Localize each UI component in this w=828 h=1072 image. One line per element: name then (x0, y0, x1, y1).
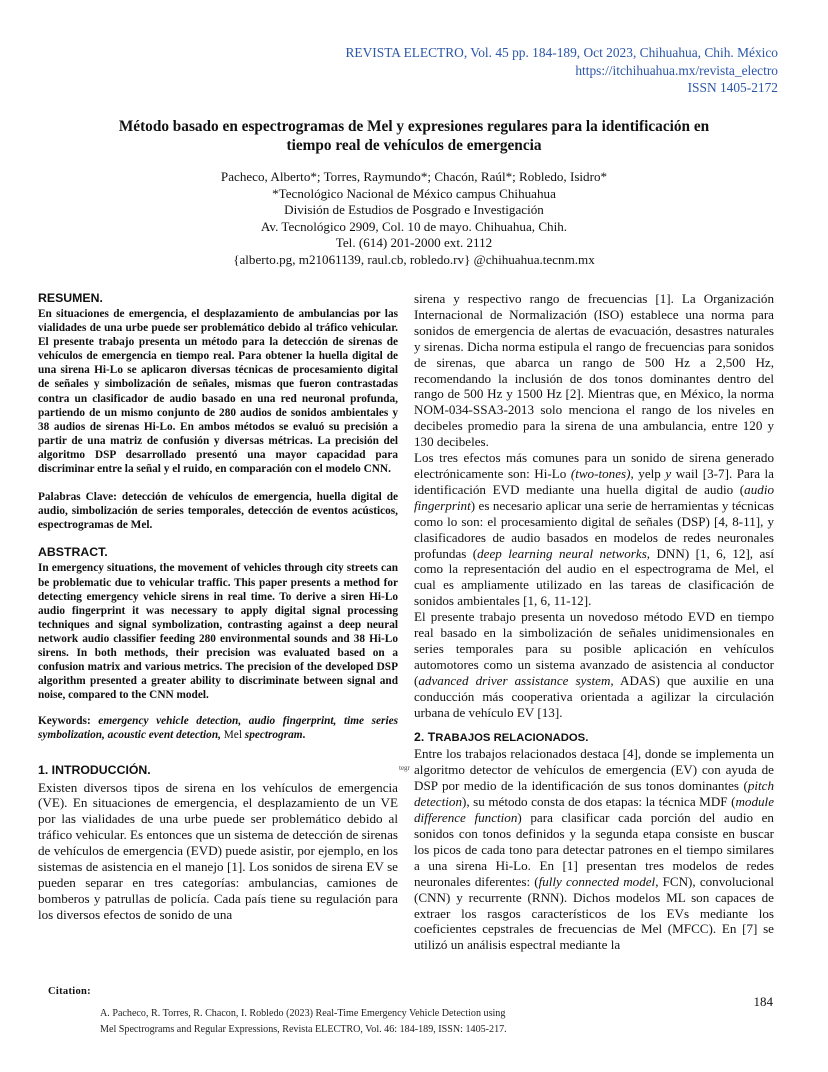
author-block (90, 169, 738, 268)
journal-url-link[interactable]: https://itchihuahua.mx/revista_electro (575, 62, 778, 78)
text-run: yelp (633, 465, 666, 481)
left-column (38, 291, 398, 923)
citation-line-2: Mel Spectrograms and Regular Expressions, Revista ELECTRO, Vol. 46: 184-189, ISSN: 1405-217. (100, 1023, 507, 1035)
text-run-italic: advanced driver assistance system (418, 672, 611, 688)
journal-reference: REVISTA ELECTRO, Vol. 45 pp. 184-189, Oct 2023, Chihuahua, Chih. México (345, 45, 778, 60)
text-run: El presente trabajo presenta un novedoso método EVD en tiempo real basado en la simbolización de señales unidimensionales en series temporales para su posible aplicación en vehículos automotores como un sistema avanzado de asistencia al conductor ( (414, 609, 774, 688)
paper-title (70, 117, 758, 155)
text-run: DNN) [1, 6, 12], así como la representación del audio en el espectrograma de Mel, el cual es ampliamente utilizado en las tareas de clasificación de sonidos ambientales [1, 6, 11-12]. (414, 545, 775, 609)
introduccion-paragraph-1-continued: sirena y respectivo rango de frecuencias [1]. La Organización Internacional de Normalización (ISO) establece una norma para sonidos de emergencia de alertas de evacuación, desastres naturales y sirenas. Dicha norma estipula el rango de frecuencias para sonidos de sirenas, que abarca un rango de 500 Hz a 2,500 Hz, recomendando la inclusión de dos tonos dominantes dentro del rango de 500 Hz y 1500 Hz [2]. Mientras que, en México, la norma NOM-034-SSA3-2013 solo menciona el rango de los niveles en decibeles promedio para la sirena de una ambulancia, entre 120 y 130 decibeles. (414, 291, 774, 450)
resumen-heading: RESUMEN. (38, 291, 103, 305)
text-run-italic: (two-tones), (570, 465, 634, 481)
introduccion-paragraph-2 (414, 450, 774, 609)
trabajos-heading-number: 2. (414, 730, 428, 745)
text-run-italic: deep learning neural networks, (477, 545, 651, 561)
keywords-terms: emergency vehicle detection, audio fingerprint, time series symbolization, acoustic event detection, (38, 715, 398, 742)
author-emails: {alberto.pg, m21061139, raul.cb, robledo.rv} @chihuahua.tecnm.mx (233, 251, 595, 267)
keywords-mel: Mel (223, 729, 245, 742)
introduccion-heading: 1. INTRODUCCIÓN. (38, 762, 151, 777)
trabajos-heading (414, 730, 774, 746)
page-number: 184 (753, 994, 773, 1009)
author-division: División de Estudios de Posgrado e Investigación (284, 202, 544, 217)
text-run-italic: y (665, 465, 672, 481)
introduccion-paragraph-1: Existen diversos tipos de sirena en los vehículos de emergencia (VE). En situaciones de emergencia, el desplazamiento de un VE por las vialidades de una urbe puede ser problemático debido al tráfico vehicular. Es entonces que un sistema de detección de sirenas de vehículos de emergencia (EVD) puede asistir, por ejemplo, en los sistemas de asistencia en el manejo [1]. Los sonidos de sirena EV se pueden separar en tres categorías: ambulancias, camiones de bomberos y patrullas de policía. Cada país tiene su regulación para los diversos efectos de sonido de una (38, 779, 398, 922)
journal-issn: ISSN 1405-2172 (687, 80, 778, 96)
text-run-italic: audio fingerprint (414, 481, 774, 513)
trabajos-paragraph (414, 746, 774, 953)
author-affiliation: *Tecnológico Nacional de México campus Chihuahua (272, 185, 556, 201)
introduccion-paragraph-3 (414, 609, 774, 720)
citation-text (100, 1006, 620, 1037)
author-phone: Tel. (614) 201-2000 ext. 2112 (335, 235, 493, 250)
margin-annotation: tegr (399, 764, 410, 772)
text-run-italic: fully connected model (538, 873, 656, 889)
keywords-end: . (302, 729, 306, 742)
keywords (38, 714, 398, 742)
text-run-italic: module difference function (414, 794, 774, 826)
palabras-clave: Palabras Clave: detección de vehículos de emergencia, huella digital de audio, simbolización de series temporales, detección de eventos acústicos, espectrogramas de Mel. (38, 491, 398, 532)
text-run: , FCN), convolucional (CNN) y recurrente (RNN). Dichos modelos ML son capaces de extraer los rasgos característicos de los EVs mediante los coeficientes cepstrales de frecuencias de Mel (MFCC). En [7] se utilizó un análisis espectral mediante la (414, 873, 774, 953)
paper-title-line-1: Método basado en espectrogramas de Mel y expresiones regulares para la identificación en (118, 118, 710, 135)
text-run: ) es necesario aplicar una serie de herramientas y técnicas como lo son: el procesamiento digital de señales (DSP) [4, 8-11], y clasificadores de audio basados en modelos de redes neuronales profundas ( (414, 497, 774, 561)
abstract-heading: ABSTRACT. (38, 545, 108, 560)
author-names: Pacheco, Alberto*; Torres, Raymundo*; Chacón, Raúl*; Robledo, Isidro* (220, 169, 608, 184)
paper-title-line-2: tiempo real de vehículos de emergencia (286, 137, 542, 154)
text-run: Entre los trabajos relacionados destaca [4], donde se implementa un algoritmo detector de vehículos de emergencia (EV) con ayuda de DSP por medio de la identificación de sus tonos dominantes ( (414, 746, 774, 794)
author-address: Av. Tecnológico 2909, Col. 10 de mayo. Chihuahua, Chih. (260, 218, 568, 234)
journal-header (346, 44, 779, 97)
resumen-body: En situaciones de emergencia, el desplazamiento de ambulancias por las vialidades de una urbe puede ser problemático debido al tráfico vehicular. El presente trabajo presenta un método para la detección de sirenas de vehículos de emergencia en tiempo real. Para obtener la huella digital de una sirena Hi-Lo se aplicaron diversas técnicas de procesamiento digital de señales y simbolización de señales, mismas que fueron contrastadas contra un clasificador de audio basado en una red neuronal profunda, partiendo de un mismo conjunto de 280 audios de sonidos ambientales y 38 audios de sirenas Hi-Lo. En ambos métodos se evaluó su precisión a partir de una matriz de confusión y diversas métricas. La precisión del algoritmo DSP desarrollado presentó una mayor capacidad para discriminar entre la señal y el ruido, en comparación con el modelo CNN. (38, 308, 398, 476)
abstract-body: In emergency situations, the movement of vehicles through city streets can be problematic due to vehicular traffic. This paper presents a method for detecting emergency vehicle sirens in real time. To derive a siren Hi-Lo audio fingerprint it was necessary to apply digital signal processing techniques and signal symbolization, contrasting against a deep neural network audio classifier feeding 280 environmental sounds and 38 Hi-Lo sirens. In both methods, their precision was evaluated based on a confusion matrix and various metrics. The precision of the developed DSP algorithm presented a greater ability to discriminate between signal and noise, compared to the CNN model. (38, 562, 398, 702)
right-column (414, 291, 774, 953)
trabajos-heading-initial: T (427, 730, 436, 745)
text-run: ) para clasificar cada porción del audio en sonidos con tonos definidos y la segunda etapa consiste en buscar los picos de cada tono para detectar patrones en el tiempo similares a una sirena Hi-Lo. En [1] presentan tres modelos de redes neuronales diferentes: ( (414, 810, 774, 889)
citation-line-1: A. Pacheco, R. Torres, R. Chacon, I. Robledo (2023) Real-Time Emergency Vehicle Detection using (100, 1008, 506, 1019)
text-run: Los tres efectos más comunes para un sonido de sirena generado electrónicamente son: Hi-Lo (414, 450, 774, 481)
text-run: ), su método consta de dos etapas: la técnica MDF ( (462, 794, 736, 810)
text-run: wail [3-7]. Para la identificación EVD mediante una huella digital de audio ( (414, 465, 774, 497)
keywords-label: Keywords: (38, 715, 91, 728)
trabajos-heading-rest: RABAJOS RELACIONADOS. (435, 732, 589, 745)
text-run: , ADAS) que auxilie en una conducción más cooperativa orientada a agilizar la circulación urbana de vehículo EV [13]. (414, 672, 774, 720)
text-run-italic: pitch detection (414, 778, 774, 810)
citation-label: Citation: (48, 986, 91, 997)
keywords-last: spectrogram (244, 729, 303, 742)
